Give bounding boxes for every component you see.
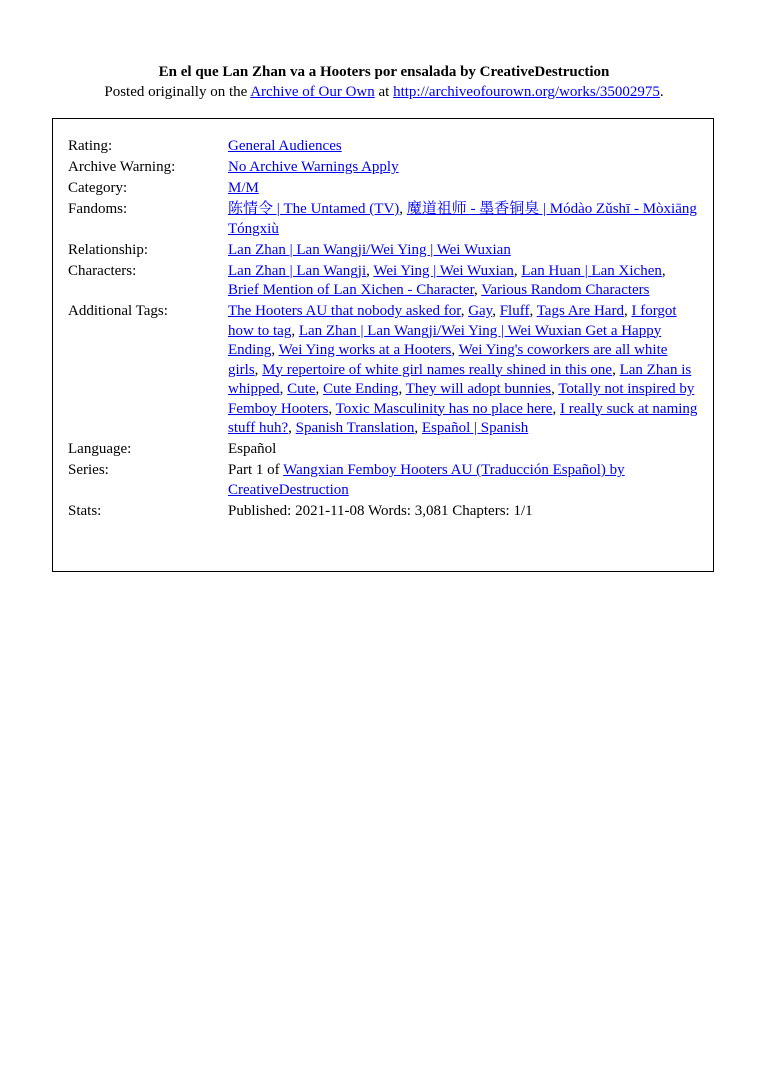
tag-link[interactable]: Cute Ending	[323, 381, 399, 397]
tag-link[interactable]: I forgot how to tag	[228, 303, 677, 339]
posted-suffix: .	[659, 84, 664, 100]
tag-link[interactable]: Tags Are Hard	[536, 303, 624, 319]
rating-label: Rating:	[68, 138, 113, 154]
series-link[interactable]: Wangxian Femboy Hooters AU (Traducción Español) by CreativeDestruction	[228, 462, 625, 498]
tag-link[interactable]: Cute	[287, 381, 316, 397]
tag-link[interactable]: General Audiences	[228, 138, 342, 154]
posted-line	[0, 82, 768, 102]
archive-link[interactable]: Archive of Our Own	[250, 84, 375, 100]
tag-link[interactable]: Toxic Masculinity has no place here	[335, 400, 553, 417]
additional-tags-row	[68, 302, 700, 440]
language-label: Language:	[68, 441, 132, 457]
tag-link[interactable]: Gay	[468, 303, 493, 319]
tag-link[interactable]: No Archive Warnings Apply	[228, 159, 399, 175]
tag-link[interactable]: M/M	[228, 180, 259, 196]
additional-tags: The Hooters AU that nobody asked for, Gay, Fluff, Tags Are Hard, I forgot how to tag, Lan Zhan | Lan Wangji/Wei Ying | Wei Wuxian Get a Happy Ending, Wei Ying works at a Hooters, Wei Ying's coworkers are all white girls, My repertoire of white girl names really shined in this one, Lan Zhan is whipped, Cute, Cute Ending, They will adopt bunnies, Totally not inspired by Femboy Hooters, Toxic Masculinity has no place here, I really suck at naming stuff huh?, Spanish Translation, Español | Spanish	[228, 303, 698, 436]
tag-link[interactable]: The Hooters AU that nobody asked for	[228, 303, 461, 319]
series-prefix: Part 1 of	[228, 462, 284, 478]
tag-link[interactable]: Wei Ying | Wei Wuxian	[373, 262, 514, 279]
tag-link[interactable]: I really suck at naming stuff huh?	[228, 400, 698, 436]
language-row	[68, 440, 700, 461]
relationship-label: Relationship:	[68, 241, 148, 258]
tag-link[interactable]: My repertoire of white girl names really shined in this one	[262, 361, 613, 378]
category-row	[68, 179, 700, 200]
tag-link[interactable]: Lan Huan | Lan Xichen	[521, 262, 662, 279]
category-tags	[228, 179, 700, 200]
tag-link[interactable]: Brief Mention of Lan Xichen - Character	[228, 282, 474, 298]
characters-row	[68, 262, 700, 303]
work-header	[0, 62, 768, 102]
tag-link[interactable]: Español | Spanish	[421, 420, 529, 436]
rating-tags	[228, 137, 700, 158]
tag-link[interactable]: Totally not inspired by Femboy Hooters	[228, 381, 695, 417]
series-row	[68, 461, 700, 502]
tag-link[interactable]: Lan Zhan | Lan Wangji/Wei Ying | Wei Wuxian	[228, 241, 511, 258]
fandoms-label: Fandoms:	[68, 201, 128, 217]
posted-middle: at	[374, 84, 394, 100]
tag-link[interactable]: Lan Zhan is whipped	[228, 361, 692, 397]
tag-link[interactable]: Spanish Translation	[295, 420, 415, 436]
metadata-table	[68, 137, 700, 523]
characters-tags: Lan Zhan | Lan Wangji, Wei Ying | Wei Wuxian, Lan Huan | Lan Xichen, Brief Mention of Lan Xichen - Character, Various Random Characters	[228, 262, 666, 298]
tag-link[interactable]: Wei Ying works at a Hooters	[278, 342, 452, 358]
work-url-link[interactable]: http://archiveofourown.org/works/35002975	[393, 84, 660, 100]
tag-link[interactable]: Fluff	[499, 303, 530, 319]
tag-link[interactable]: Lan Zhan | Lan Wangji/Wei Ying | Wei Wuxian Get a Happy Ending	[228, 322, 662, 358]
tag-link[interactable]: Various Random Characters	[481, 282, 650, 298]
tag-link[interactable]: Wei Ying's coworkers are all white girls	[228, 342, 668, 378]
series-value	[228, 461, 700, 502]
rating-row	[68, 137, 700, 158]
additional-tags-label: Additional Tags:	[68, 303, 168, 319]
tag-link[interactable]: Lan Zhan | Lan Wangji	[228, 262, 367, 279]
tag-link[interactable]: 陈情令 | The Untamed (TV)	[228, 201, 400, 217]
series-label: Series:	[68, 462, 109, 478]
relationship-row	[68, 241, 700, 262]
warning-label: Archive Warning:	[68, 159, 176, 175]
posted-prefix: Posted originally on the	[104, 84, 251, 100]
stats-label: Stats:	[68, 502, 102, 519]
fandoms-tags: 陈情令 | The Untamed (TV), 魔道祖师 - 墨香铜臭 | Módào Zǔshī - Mòxiāng Tóngxiù	[228, 201, 697, 237]
category-label: Category:	[68, 180, 128, 196]
stats-value: Published: 2021-11-08 Words: 3,081 Chapters: 1/1	[228, 502, 533, 519]
fandoms-row	[68, 200, 700, 241]
tag-link[interactable]: They will adopt bunnies	[405, 381, 552, 397]
warning-tags	[228, 158, 700, 179]
tag-link[interactable]: 魔道祖师 - 墨香铜臭 | Módào Zǔshī - Mòxiāng Tóngxiù	[228, 201, 697, 237]
stats-row	[68, 502, 700, 523]
relationship-tags	[228, 241, 700, 262]
language-value: Español	[228, 441, 277, 457]
characters-label: Characters:	[68, 262, 137, 279]
warning-row	[68, 158, 700, 179]
metadata-box	[52, 118, 714, 572]
work-title: En el que Lan Zhan va a Hooters por ensalada by CreativeDestruction	[158, 64, 610, 80]
